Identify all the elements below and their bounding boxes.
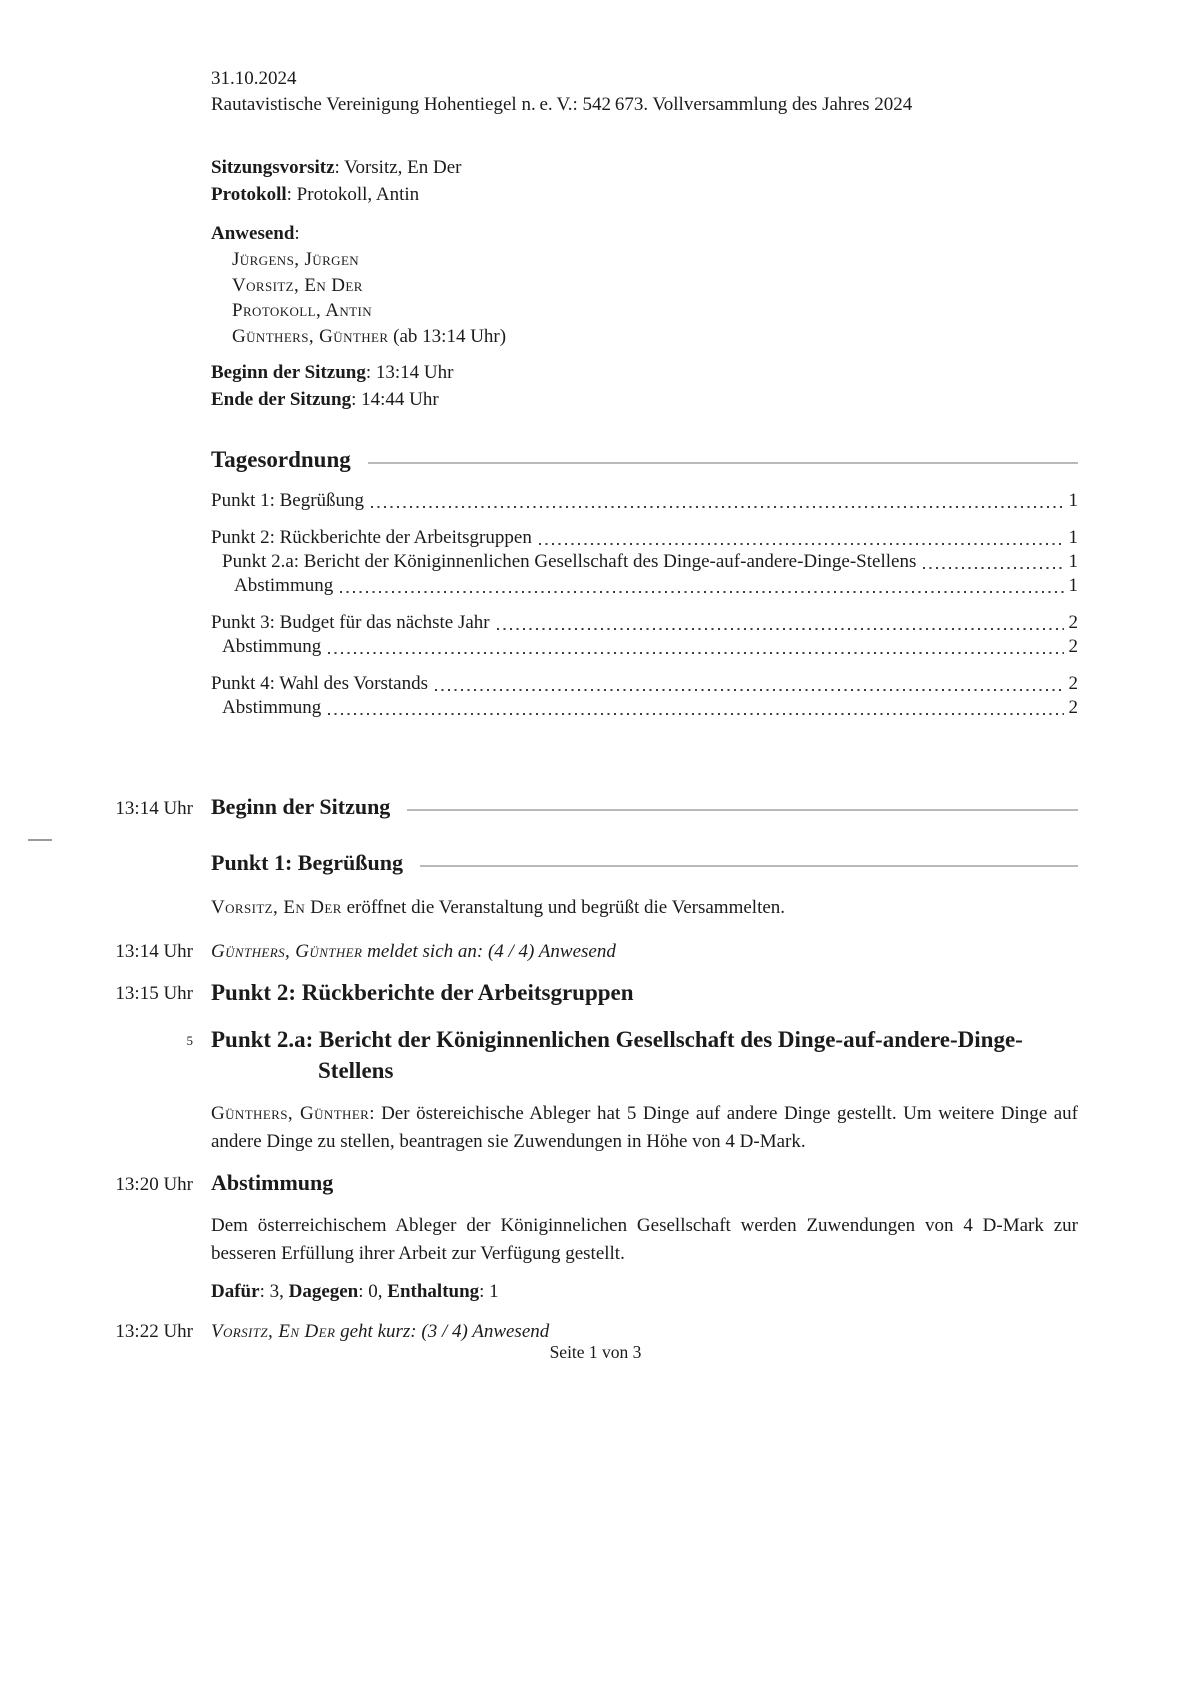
event-line	[211, 1318, 1078, 1345]
session-times	[211, 359, 1078, 413]
margin-time: 13:20 Uhr	[115, 1174, 193, 1195]
event-text: geht kurz: (3 / 4) Anwesend	[335, 1321, 550, 1342]
session-begin-label: Beginn der Sitzung	[211, 362, 366, 383]
event-person: Günthers, Günther	[211, 941, 363, 962]
section-heading: Punkt 2.a: Bericht der Königinnenlichen Gesellschaft des Dinge-auf-andere-Dinge-Stellens	[211, 1027, 1023, 1083]
toc-entry-label: Punkt 2: Rückberichte der Arbeitsgruppen	[211, 527, 532, 548]
paragraph	[211, 894, 1078, 922]
section-beginn-der-sitzung	[115, 792, 1078, 822]
attendee-item	[232, 324, 1078, 350]
vote-for-label: Dafür	[211, 1281, 260, 1302]
toc-page-number: 1	[1068, 575, 1078, 596]
heading-rule	[407, 809, 1078, 811]
section-heading-row	[211, 792, 1078, 822]
event-text: meldet sich an: (4 / 4) Anwesend	[362, 941, 616, 962]
document-content	[115, 0, 1078, 1345]
margin-time: 13:22 Uhr	[115, 1321, 193, 1342]
toc-dotted-leader	[923, 567, 1063, 569]
paragraph	[211, 1100, 1078, 1156]
section-heading: Punkt 2: Rückberichte der Arbeitsgruppen	[211, 980, 634, 1005]
margin-number: 5	[186, 1033, 193, 1048]
toc-dotted-leader	[539, 543, 1064, 545]
section-punkt-1	[211, 848, 1078, 922]
document-header	[211, 66, 1078, 118]
toc-entry-label: Abstimmung	[222, 697, 322, 718]
margin-time: 13:15 Uhr	[115, 983, 193, 1004]
toc-entry-label: Punkt 1: Begrüßung	[211, 490, 365, 511]
speaker-name: Günthers, Günther	[211, 1103, 370, 1124]
table-of-contents	[211, 489, 1078, 720]
attendee-item	[232, 247, 1078, 273]
page-footer: Seite 1 von 3	[549, 1342, 642, 1362]
toc-entry	[211, 611, 1078, 635]
session-begin-line	[211, 359, 1078, 386]
attendee-item	[232, 298, 1078, 324]
toc-heading-row	[211, 445, 1078, 475]
toc-page-number: 1	[1068, 490, 1078, 511]
section-heading: Beginn der Sitzung	[211, 794, 391, 819]
heading-rule	[368, 462, 1078, 464]
toc-entry	[211, 489, 1078, 513]
attendee-name: Vorsitz, En Der	[232, 274, 363, 296]
protocol-value: : Protokoll, Antin	[286, 184, 420, 205]
attendee-item	[232, 273, 1078, 299]
chair-label: Sitzungsvorsitz	[211, 157, 335, 178]
toc-entry-label: Abstimmung	[234, 575, 334, 596]
section-heading: Abstimmung	[211, 1170, 334, 1195]
toc-entry-label: Abstimmung	[222, 636, 322, 657]
session-begin-value: : 13:14 Uhr	[365, 362, 454, 383]
timeline-event	[115, 1318, 1078, 1345]
organization-line: Rautavistische Vereinigung Hohentiegel n. e. V.: 542 673. Vollversammlung des Jahres 2024	[211, 94, 913, 115]
toc-entry-label: Punkt 4: Wahl des Vorstands	[211, 673, 428, 694]
toc-entry	[211, 696, 1078, 720]
section-abstimmung	[115, 1168, 1078, 1306]
margin-time: 13:14 Uhr	[115, 941, 193, 962]
toc-dotted-leader	[435, 689, 1064, 691]
event-line	[211, 938, 1078, 965]
vote-abstain-label: Enthaltung	[387, 1281, 480, 1302]
hole-punch-mark	[28, 839, 52, 841]
session-end-label: Ende der Sitzung	[211, 389, 352, 410]
toc-entry-label: Punkt 3: Budget für das nächste Jahr	[211, 612, 490, 633]
session-end-line	[211, 386, 1078, 413]
toc-entry-label: Punkt 2.a: Bericht der Königinnenlichen Gesellschaft des Dinge-auf-andere-Dinge-Stellens	[222, 551, 917, 572]
toc-page-number: 1	[1068, 551, 1078, 572]
heading-rule	[420, 865, 1078, 867]
paragraph: Dem österreichischem Ableger der Königinnelichen Gesellschaft werden Zuwendungen von 4 D-Mark zur besseren Erfüllung ihrer Arbeit zur Verfügung gestellt.	[211, 1215, 1078, 1264]
attendees-list	[232, 247, 1078, 349]
section-heading: Punkt 1: Begrüßung	[211, 850, 403, 875]
toc-dotted-leader	[497, 628, 1064, 630]
paragraph-text: : Der östereichische Ableger hat 5 Dinge auf andere Dinge gestellt. Um weitere Dinge auf andere Dinge zu stellen, beantragen sie Zuwendungen in Höhe von 4 D-Mark.	[211, 1103, 1078, 1152]
speaker-name: Vorsitz, En Der	[211, 897, 342, 918]
chair-line	[211, 154, 1078, 181]
attendee-name: Jürgens, Jürgen	[232, 249, 360, 270]
toc-page-number: 1	[1068, 527, 1078, 548]
toc-entry	[211, 635, 1078, 659]
attendee-name: Protokoll, Antin	[232, 300, 372, 321]
paragraph-text: eröffnet die Veranstaltung und begrüßt die Versammelten.	[341, 897, 786, 918]
toc-entry	[211, 550, 1078, 574]
chair-value: : Vorsitz, En Der	[334, 157, 462, 178]
event-person: Vorsitz, En Der	[211, 1321, 336, 1342]
toc-entry	[211, 526, 1078, 550]
toc-entry	[211, 672, 1078, 696]
toc-title: Tagesordnung	[211, 447, 351, 472]
toc-dotted-leader	[340, 591, 1063, 593]
toc-page-number: 2	[1068, 673, 1078, 694]
section-heading-row	[211, 848, 1078, 878]
document-date: 31.10.2024	[211, 68, 297, 89]
session-end-value: : 14:44 Uhr	[351, 389, 439, 410]
attendees-label: Anwesend	[211, 223, 295, 244]
toc-page-number: 2	[1068, 636, 1078, 657]
toc-dotted-leader	[328, 652, 1063, 654]
vote-against-label: Dagegen	[288, 1281, 359, 1302]
toc-entry	[211, 574, 1078, 598]
toc-page-number: 2	[1068, 697, 1078, 718]
protocol-line	[211, 181, 1078, 208]
attendees-heading	[211, 220, 1078, 247]
vote-result-line	[211, 1278, 1078, 1306]
section-punkt-2	[115, 977, 1078, 1008]
attendees-colon: :	[294, 223, 300, 244]
protocol-label: Protokoll	[211, 184, 287, 205]
vote-abstain-value: : 1	[479, 1281, 499, 1302]
timeline-event	[115, 938, 1078, 965]
section-punkt-2a	[186, 1024, 1078, 1156]
toc-page-number: 2	[1068, 612, 1078, 633]
toc-dotted-leader	[328, 713, 1063, 715]
attendee-name: Günthers, Günther	[232, 325, 389, 347]
toc-dotted-leader	[371, 506, 1063, 508]
vote-for-value: : 3,	[259, 1281, 289, 1302]
meta-block	[211, 154, 1078, 208]
attendee-suffix: (ab 13:14 Uhr)	[388, 325, 507, 347]
vote-against-value: : 0,	[358, 1281, 388, 1302]
margin-time: 13:14 Uhr	[115, 798, 193, 819]
